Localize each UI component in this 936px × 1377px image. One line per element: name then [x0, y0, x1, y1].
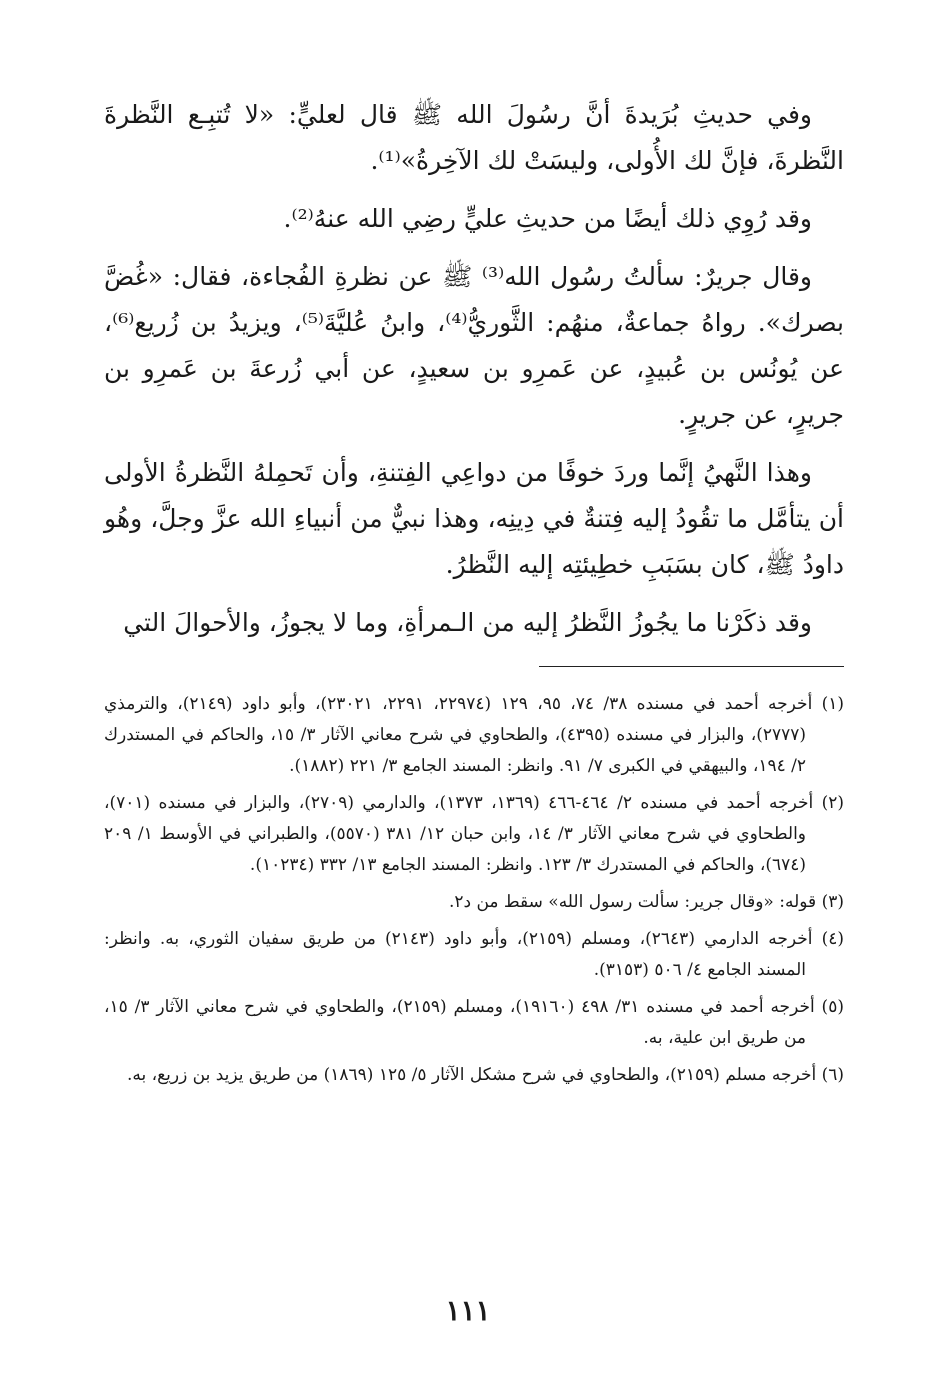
- paragraph-ali-narration: وقد رُوِي ذلك أيضًا من حديثِ عليٍّ رضِي الله عنهُ⁽²⁾.: [283, 204, 812, 233]
- paragraph-buraydah-hadith: وفي حديثِ بُرَيدةَ أنَّ رسُولَ الله ﷺ قال لعليٍّ: «لا تُتبِـع النَّظرةَ النَّظرةَ، فإنَّ لك الأُولى، وليسَتْ لك الآخِرةُ»⁽¹⁾.: [104, 100, 844, 175]
- paragraph-conclusion: وقد ذكَرْنا ما يجُوزُ النَّظرُ إليه من الـمرأةِ، وما لا يجوزُ، والأحوالَ التي: [123, 608, 812, 637]
- footnote-6: (٦) أخرجه مسلم (٢١٥٩)، والطحاوي في شرح مشكل الآثار ٥/ ١٢٥ (١٨٦٩) من طريق يزيد بن زريع، به.: [126, 1065, 844, 1085]
- footnote-1: (١) أخرجه أحمد في مسنده ٣٨/ ٧٤، ٩٥، ١٢٩ (٢٢٩٧٤، ٢٢٩١، ٢٣٠٢١)، وأبو داود (٢١٤٩)، والترمذي (٢٧٧٧)، والبزار في مسنده (٤٣٩٥)، والطحاوي في شرح معاني الآثار ٣/ ١٥، والحاكم في المستدرك ٢/ ١٩٤، والبيهقي في الكبرى ٧/ ٩١. وانظر: المسند الجامع ٣/ ٢٢١ (١٨٨٢).: [104, 694, 845, 776]
- footnote-2: (٢) أخرجه أحمد في مسنده ٢/ ٤٦٤-٤٦٦ (١٣٦٩، ١٣٧٣)، والدارمي (٢٧٠٩)، والبزار في مسنده (٧٠١)، والطحاوي في شرح معاني الآثار ٣/ ١٤، وابن حبان ١٢/ ٣٨١ (٥٥٧٠)، والطبراني في الأوسط ١/ ٢٠٩ (٦٧٤)، والحاكم في المستدرك ٣/ ١٢٣. وانظر: المسند الجامع ١٣/ ٣٣٢ (١٠٢٣٤).: [104, 793, 845, 875]
- footnote-separator: [539, 666, 844, 667]
- book-page: [104, 92, 844, 1091]
- paragraph-prohibition-explanation: وهذا النَّهيُ إنَّما وردَ خوفًا من دواعِي الفِتنةِ، وأن تَحمِلهُ النَّظرةُ الأولى أن يتأمَّل ما تقُودُ إليه فِتنةٌ في دِينِه، وهذا نبيٌّ من أنبياءِ الله عزَّ وجلَّ، وهُو داودُ ﷺ، كان بسَبَبِ خطِيئتِه إليه النَّظرُ.: [104, 458, 844, 579]
- page-number: ١١١: [445, 1294, 491, 1327]
- footnote-3: (٣) قوله: «وقال جرير: سألت رسول الله» سقط من د٢.: [448, 892, 844, 912]
- main-text: [104, 92, 844, 646]
- footnote-4: (٤) أخرجه الدارمي (٢٦٤٣)، ومسلم (٢١٥٩)، وأبو داود (٢١٤٣) من طريق سفيان الثوري، به. وانظر: المسند الجامع ٤/ ٥٠٦ (٣١٥٣).: [104, 929, 844, 980]
- footnote-5: (٥) أخرجه أحمد في مسنده ٣١/ ٤٩٨ (١٩١٦٠)، ومسلم (٢١٥٩)، والطحاوي في شرح معاني الآثار ٣/ ١٥، من طريق ابن علية، به.: [104, 997, 844, 1048]
- footnotes: [104, 689, 844, 1091]
- paragraph-jarir-hadith: وقال جريرٌ: سألتُ رسُول الله⁽³⁾ ﷺ عن نظرةِ الفُجاءة، فقال: «غُضَّ بصرك». رواهُ جماعةٌ، منهُم: الثَّوريُّ⁽⁴⁾، وابنُ عُليَّةَ⁽⁵⁾، ويزيدُ بن زُريع⁽⁶⁾، عن يُونُس بن عُبيدٍ، عن عَمرِو بن سعيدٍ، عن أبي زُرعةَ بن عَمرِو بن جريرٍ، عن جريرٍ.: [104, 262, 844, 429]
